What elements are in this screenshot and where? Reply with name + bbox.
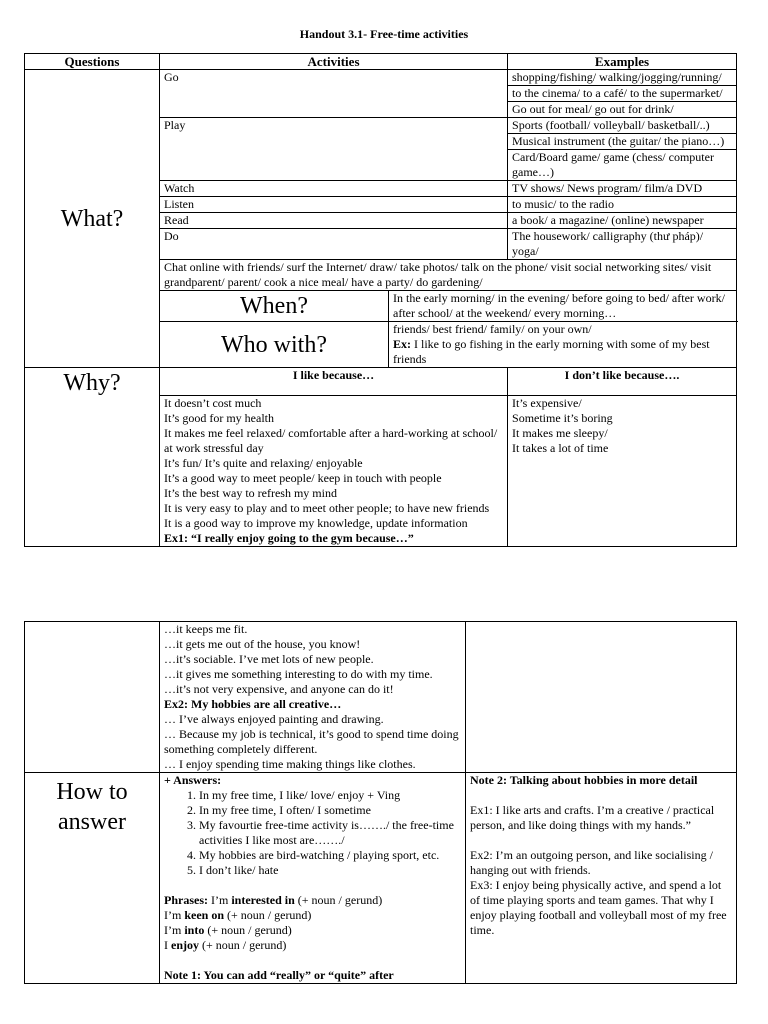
continuation-empty-left — [25, 622, 160, 773]
phrase-line — [164, 908, 461, 923]
header-activities: Activities — [160, 54, 508, 70]
continuation-table — [24, 621, 737, 984]
activities-table — [24, 53, 737, 547]
phrase-pre: I’m — [164, 923, 185, 937]
who-ex-text: I like to go fishing in the early morning with some of my best friends — [393, 337, 710, 366]
reason-line: … Because my job is technical, it’s good to spend time doing something completely different. — [164, 727, 459, 756]
phrase-key: enjoy — [171, 938, 199, 952]
reason-line: …it’s not very expensive, and anyone can do it! — [164, 682, 394, 696]
like-reason: It makes me feel relaxed/ comfortable after a hard-working at school/ at work stressful day — [164, 426, 498, 455]
reason-line: …it gets me out of the house, you know! — [164, 637, 361, 651]
question-what: What? — [25, 70, 160, 368]
continuation-empty-right — [466, 622, 737, 773]
note2-example: Ex1: I like arts and crafts. I’m a creative / practical person, and like doing things with my hands.” — [470, 803, 715, 832]
like-reason: It’s the best way to refresh my mind — [164, 486, 337, 500]
answers-list — [164, 788, 461, 878]
phrase-line — [164, 893, 461, 908]
like-reason: It is very easy to play and to meet other people; to have new friends — [164, 501, 490, 515]
answer-item: 4. My hobbies are bird-watching / playing sport, etc. — [199, 848, 461, 863]
ex2-heading: Ex2: My hobbies are all creative… — [164, 697, 342, 711]
reason-line: … I’ve always enjoyed painting and drawing. — [164, 712, 384, 726]
who-options: friends/ best friend/ family/ on your own/ — [393, 322, 592, 336]
question-when: When? — [160, 291, 389, 322]
phrase-pre: I’m — [164, 908, 185, 922]
phrase-line — [164, 938, 461, 953]
note2-example: Ex3: I enjoy being physically active, and spend a lot of time playing sports and team games. That why I enjoy playing football and volleyball most of my free time. — [470, 878, 727, 937]
dislike-reason: It takes a lot of time — [512, 441, 609, 455]
answers-label: + Answers: — [164, 773, 222, 787]
example-go-2: to the cinema/ to a café/ to the supermarket/ — [508, 86, 737, 102]
why-like-header: I like because… — [160, 368, 508, 396]
dislike-reason: Sometime it’s boring — [512, 411, 613, 425]
activity-go: Go — [160, 70, 508, 118]
why-dislike-header: I don’t like because…. — [508, 368, 737, 396]
phrase-post: (+ noun / gerund) — [204, 923, 292, 937]
answer-item: 1. In my free time, I like/ love/ enjoy + Ving — [199, 788, 461, 803]
phrase-pre: I’m — [211, 893, 232, 907]
example-play-1: Sports (football/ volleyball/ basketball/..) — [508, 118, 737, 134]
who-example — [393, 337, 732, 367]
activity-play: Play — [160, 118, 508, 181]
why-dislike-cell — [508, 396, 737, 547]
why-like-cell — [160, 396, 508, 547]
like-reason: It’s a good way to meet people/ keep in touch with people — [164, 471, 442, 485]
phrase-post: (+ noun / gerund) — [224, 908, 312, 922]
reason-line: …it’s sociable. I’ve met lots of new people. — [164, 652, 374, 666]
note2-example: Ex2: I’m an outgoing person, and like socialising / hanging out with friends. — [470, 848, 713, 877]
phrase-key: interested in — [231, 893, 295, 907]
reason-line: … I enjoy spending time making things like clothes. — [164, 757, 416, 771]
like-reason: It’s fun/ It’s quite and relaxing/ enjoyable — [164, 456, 363, 470]
answer-item: 2. In my free time, I often/ I sometime — [199, 803, 461, 818]
example-play-3: Card/Board game/ game (chess/ computer game…) — [508, 150, 737, 181]
example-do: The housework/ calligraphy (thư pháp)/ yoga/ — [508, 229, 737, 260]
question-why: Why? — [25, 368, 160, 547]
phrase-key: keen on — [184, 908, 225, 922]
example-go-3: Go out for meal/ go out for drink/ — [508, 102, 737, 118]
dislike-reason: It makes me sleepy/ — [512, 426, 608, 440]
note2-title: Note 2: Talking about hobbies in more detail — [470, 773, 698, 787]
activity-watch: Watch — [160, 181, 508, 197]
activity-read: Read — [160, 213, 508, 229]
example-go-1: shopping/fishing/ walking/jogging/running/ — [508, 70, 737, 86]
example-watch: TV shows/ News program/ film/a DVD — [508, 181, 737, 197]
phrases-label: Phrases: — [164, 893, 208, 907]
example-play-2: Musical instrument (the guitar/ the piano…) — [508, 134, 737, 150]
when-text: In the early morning/ in the evening/ before going to bed/ after work/ after school/ at the weekend/ every morning… — [389, 291, 737, 322]
like-example: Ex1: “I really enjoy going to the gym because…” — [164, 531, 414, 545]
phrase-line — [164, 923, 461, 938]
activity-listen: Listen — [160, 197, 508, 213]
dislike-reason: It’s expensive/ — [512, 396, 582, 410]
phrase-post: (+ noun / gerund) — [199, 938, 287, 952]
like-reason: It’s good for my health — [164, 411, 274, 425]
activity-do: Do — [160, 229, 508, 260]
like-reason: It doesn’t cost much — [164, 396, 262, 410]
handout-title: Handout 3.1- Free-time activities — [299, 27, 469, 41]
who-cell — [389, 322, 737, 368]
question-how-to-answer: How to answer — [25, 773, 160, 984]
example-read: a book/ a magazine/ (online) newspaper — [508, 213, 737, 229]
phrase-post: (+ noun / gerund) — [294, 893, 383, 907]
reason-line: …it gives me something interesting to do with my time. — [164, 667, 433, 681]
example-listen: to music/ to the radio — [508, 197, 737, 213]
reason-line: …it keeps me fit. — [164, 622, 248, 636]
answer-item-3: My favourtie free-time activity is……./ the free-time activities I like most are……./ — [199, 818, 454, 847]
question-who-with: Who with? — [160, 322, 389, 368]
phrase-key: into — [184, 923, 205, 937]
phrase-pre: I — [164, 938, 171, 952]
activity-extra: Chat online with friends/ surf the Internet/ draw/ take photos/ talk on the phone/ visit social networking sites/ visit grandparent/ parent/ cook a nice meal/ have a party/ do gardening/ — [160, 260, 737, 291]
note1-cut-line: Note 1: You can add “really” or “quite” after — [164, 968, 394, 982]
like-reason: It is a good way to improve my knowledge, update information — [164, 516, 468, 530]
header-questions: Questions — [25, 54, 160, 70]
note2-cell — [466, 773, 737, 984]
answer-item — [199, 818, 461, 848]
header-examples: Examples — [508, 54, 737, 70]
continuation-like-cell — [160, 622, 466, 773]
answers-cell — [160, 773, 466, 984]
who-ex-label: Ex: — [393, 337, 411, 351]
answer-item: 5. I don’t like/ hate — [199, 863, 461, 878]
